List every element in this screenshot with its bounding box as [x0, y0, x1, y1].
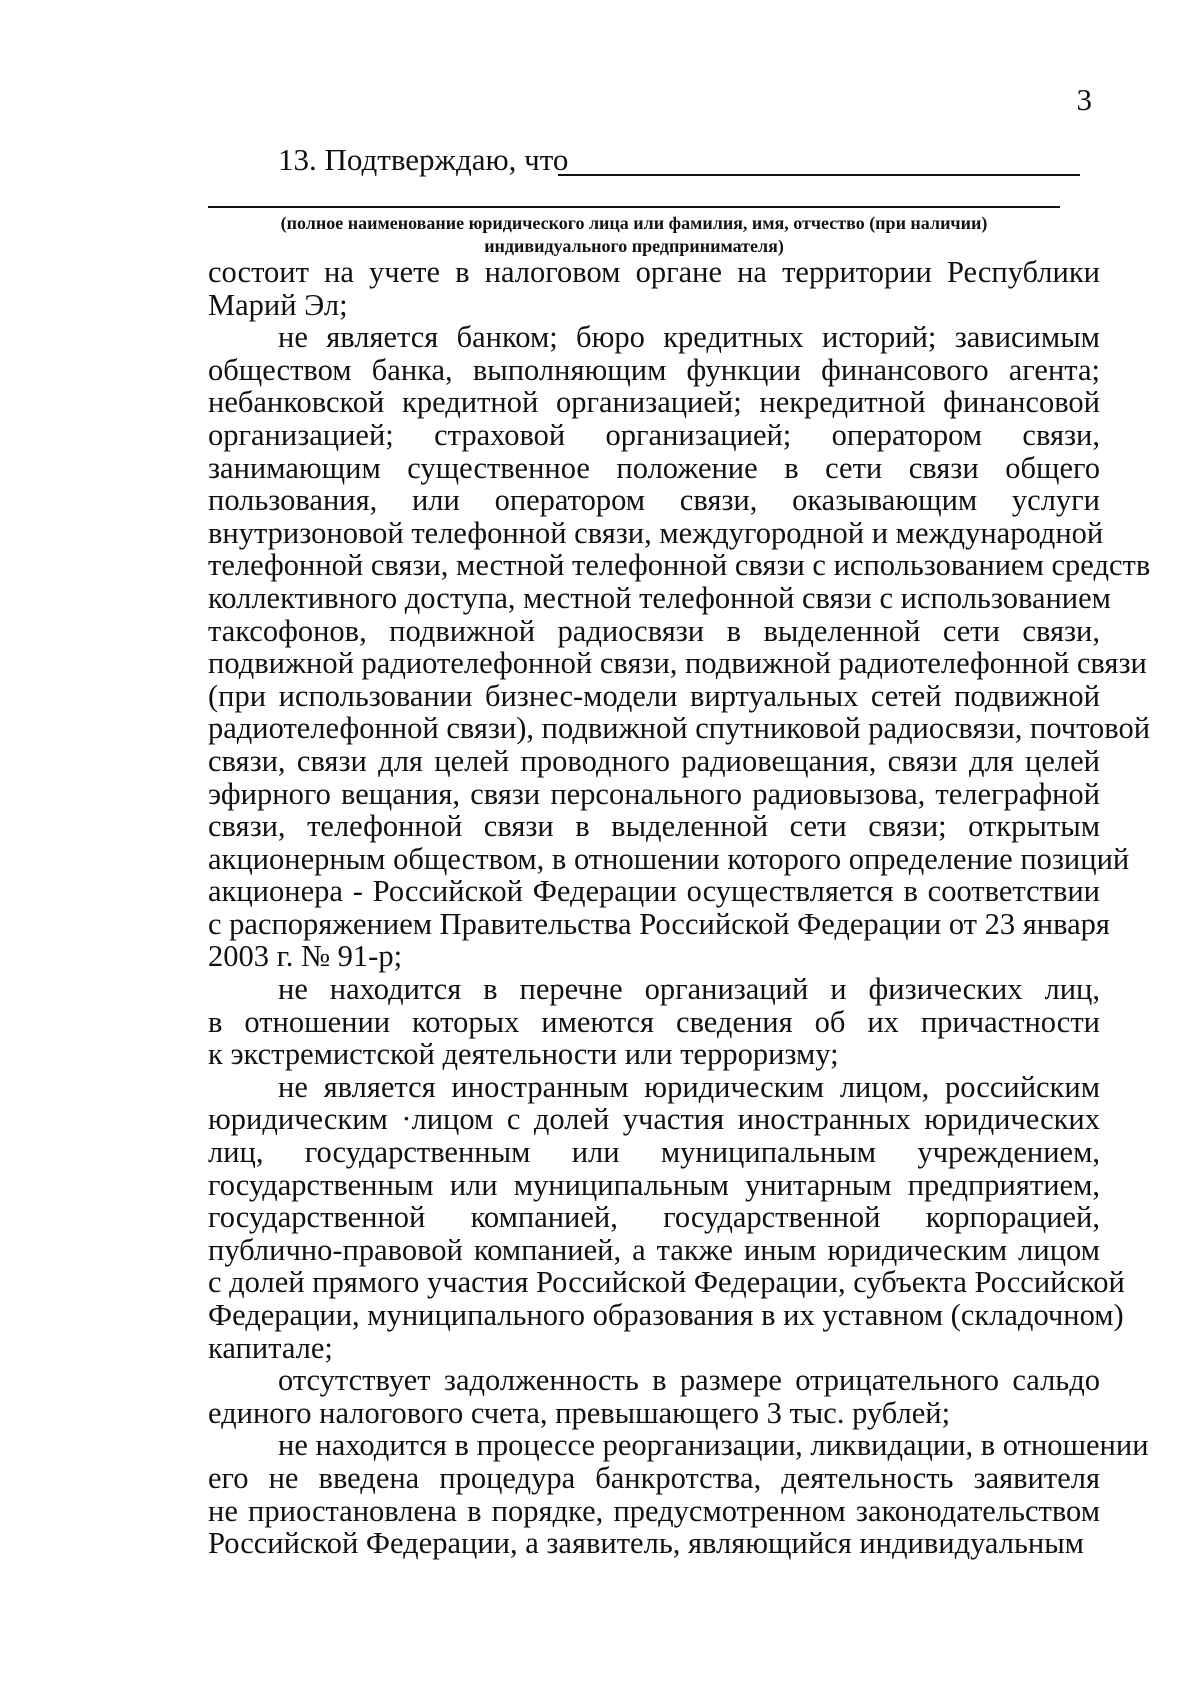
text-line: не является иностранным юридическим лицом, российским — [278, 1069, 1100, 1104]
text-line: юридическим ·лицом с долей участия иностранных юридических — [208, 1102, 1100, 1137]
text-line: его не введена процедура банкротства, деятельность заявителя — [208, 1460, 1100, 1495]
text-line: 2003 г. № 91-р; — [208, 939, 403, 974]
text-line: (при использовании бизнес-модели виртуальных сетей подвижной — [208, 678, 1100, 713]
paragraph-no-debt — [208, 1364, 1100, 1429]
paragraph-not-foreign — [208, 1069, 1125, 1365]
text-line: состоит на учете в налоговом органе на территории Республики — [208, 255, 1100, 289]
text-line: акционерным обществом, в отношении которого определение позиций — [208, 841, 1130, 876]
text-line: обществом банка, выполняющим функции финансового агента; — [208, 352, 1100, 387]
paragraph-not-bank — [208, 320, 1151, 974]
text-line: телефонной связи, местной телефонной связи с использованием средств — [208, 548, 1151, 583]
text-line: государственной компанией, государственной корпорацией, — [208, 1200, 1100, 1235]
name-blank-line-1 — [558, 174, 1080, 176]
text-line: пользования, или оператором связи, оказывающим услуги — [208, 483, 1100, 518]
text-line: с распоряжением Правительства Российской Федерации от 23 января — [208, 906, 1110, 941]
paragraph-registration — [208, 256, 1100, 321]
page-number: 3 — [1076, 82, 1092, 117]
text-line: государственным или муниципальным унитарным предприятием, — [208, 1167, 1100, 1202]
text-line: радиотелефонной связи), подвижной спутниковой радиосвязи, почтовой — [208, 711, 1151, 746]
text-line: эфирного вещания, связи персонального радиовызова, телеграфной — [208, 776, 1100, 811]
text-line: связи, телефонной связи в выделенной сети связи; открытым — [208, 809, 1100, 844]
paragraph-not-extremist — [208, 973, 1100, 1071]
text-line: не находится в перечне организаций и физических лиц, — [278, 972, 1100, 1007]
caption-line-2: индивидуального предпринимателя) — [484, 236, 784, 256]
text-line: занимающим существенное положение в сети связи общего — [208, 450, 1100, 485]
text-line: не находится в процессе реорганизации, ликвидации, в отношении — [278, 1428, 1149, 1463]
text-line: публично-правовой компанией, а также иным юридическим лицом — [208, 1232, 1100, 1267]
text-line: связи, связи для целей проводного радиовещания, связи для целей — [208, 743, 1100, 778]
text-line: с долей прямого участия Российской Федерации, субъекта Российской — [208, 1265, 1125, 1300]
text-line: не является банком; бюро кредитных историй; зависимым — [278, 320, 1100, 355]
confirmation-body — [208, 255, 1151, 1561]
text-line: организацией; страховой организацией; оператором связи, — [208, 417, 1100, 452]
text-line: в отношении которых имеются сведения об их причастности — [208, 1004, 1100, 1039]
text-line: капитале; — [208, 1330, 333, 1365]
text-line: таксофонов, подвижной радиосвязи в выделенной сети связи, — [208, 613, 1100, 648]
name-blank-line-2 — [208, 206, 1060, 208]
text-line: Российской Федерации, а заявитель, являющийся индивидуальным — [208, 1526, 1084, 1561]
text-line: Федерации, муниципального образования в их уставном (складочном) — [208, 1298, 1124, 1332]
text-line: подвижной радиотелефонной связи, подвижной радиотелефонной связи — [208, 646, 1147, 681]
text-line: небанковской кредитной организацией; некредитной финансовой — [208, 385, 1100, 420]
text-line: акционера - Российской Федерации осуществляется в соответствии — [208, 874, 1100, 909]
text-line: не приостановлена в порядке, предусмотренном законодательством — [208, 1493, 1100, 1528]
caption-line-1: (полное наименование юридического лица или фамилия, имя, отчество (при наличии) — [280, 213, 988, 233]
text-line: лиц, государственным или муниципальным учреждением, — [208, 1135, 1100, 1170]
name-field-caption — [208, 212, 1060, 258]
text-line: внутризоновой телефонной связи, междугородной и международной — [208, 515, 1104, 550]
text-line: к экстремистской деятельности или терроризму; — [208, 1037, 839, 1072]
text-line: Марий Эл; — [208, 287, 348, 322]
text-line: отсутствует задолженность в размере отрицательного сальдо — [278, 1363, 1100, 1398]
confirmation-intro: 13. Подтверждаю, что — [278, 142, 569, 177]
text-line: единого налогового счета, превышающего 3 тыс. рублей; — [208, 1395, 951, 1430]
paragraph-not-reorganization — [208, 1428, 1149, 1561]
text-line: коллективного доступа, местной телефонной связи с использованием — [208, 580, 1111, 615]
